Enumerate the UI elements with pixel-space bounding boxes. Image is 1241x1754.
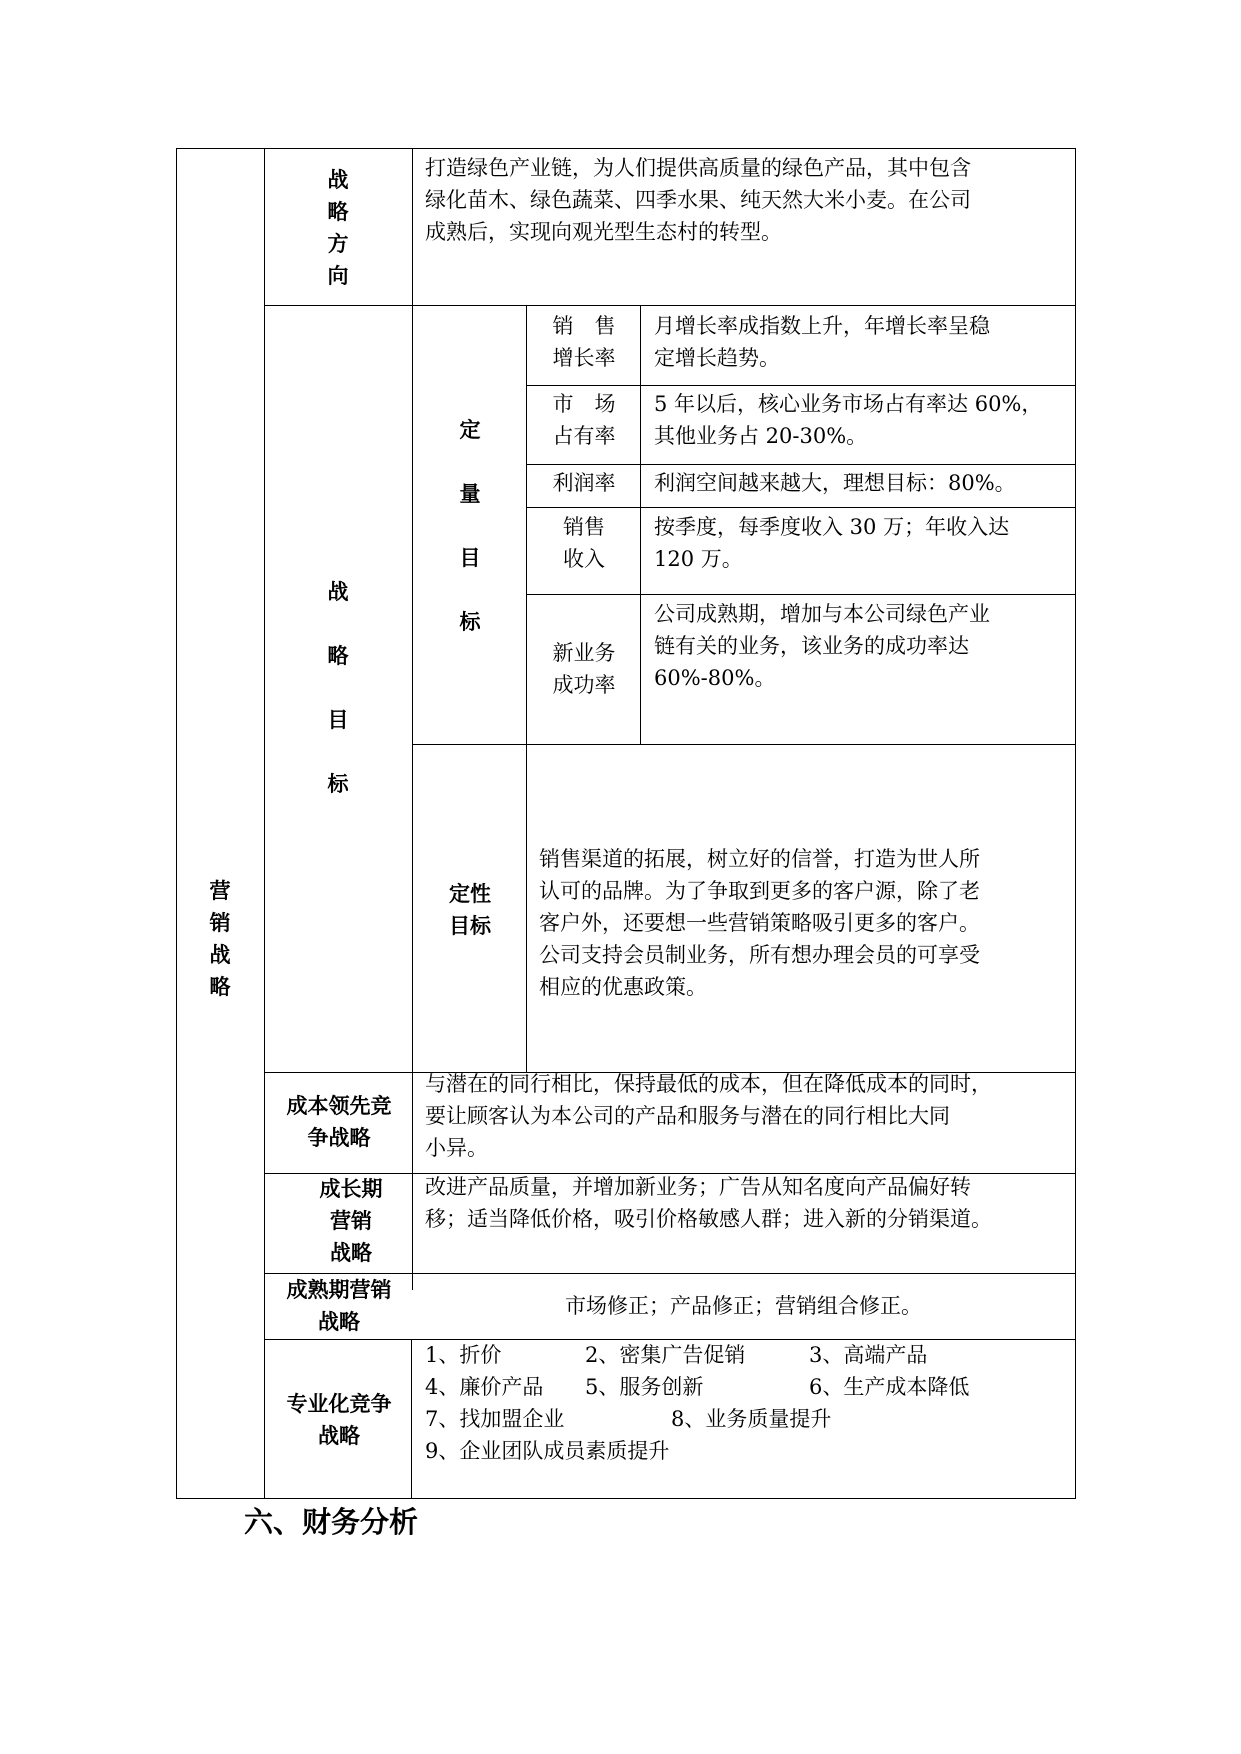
sales-revenue-text: 按季度，每季度收入 30 万；年收入达 120 万。 bbox=[654, 515, 1010, 571]
cost-leadership-text: 与潜在的同行相比，保持最低的成本，但在降低成本的同时， 要让顾客认为本公司的产品和服务与潜在的同行相比大同 小异。 bbox=[425, 1072, 992, 1160]
grid-line bbox=[526, 594, 1076, 595]
grid-line bbox=[526, 305, 527, 1072]
grid-line bbox=[264, 305, 1076, 306]
market-share-label: 市 场 占有率 bbox=[552, 392, 616, 448]
profit-rate-text: 利润空间越来越大，理想目标：80%。 bbox=[654, 471, 1016, 495]
section-heading: 六、财务分析 bbox=[244, 1505, 419, 1539]
grid-line bbox=[640, 305, 641, 744]
qualitative-goals-label: 定性 目标 bbox=[449, 882, 491, 938]
list-item: 4、廉价产品 bbox=[425, 1375, 544, 1399]
grid-line bbox=[1075, 148, 1076, 1499]
list-item: 1、折价 bbox=[425, 1343, 502, 1367]
grid-line bbox=[176, 148, 177, 1499]
list-item: 7、找加盟企业 bbox=[425, 1407, 565, 1431]
grid-line bbox=[176, 1498, 1076, 1499]
sales-revenue-label: 销售 收入 bbox=[563, 515, 605, 571]
specialized-competition-label: 专业化竞争 战略 bbox=[286, 1392, 392, 1448]
profit-rate-label: 利润率 bbox=[552, 471, 616, 495]
list-item: 6、生产成本降低 bbox=[809, 1375, 970, 1399]
grid-line bbox=[526, 464, 1076, 465]
grid-line bbox=[264, 148, 265, 1499]
list-item: 5、服务创新 bbox=[585, 1375, 704, 1399]
sales-growth-label: 销 售 增长率 bbox=[552, 314, 616, 370]
sales-growth-text: 月增长率成指数上升，年增长率呈稳 定增长趋势。 bbox=[654, 314, 990, 370]
list-item: 2、密集广告促销 bbox=[585, 1343, 746, 1367]
list-item: 3、高端产品 bbox=[809, 1343, 928, 1367]
strategic-direction-text: 打造绿色产业链，为人们提供高质量的绿色产品，其中包含 绿化苗木、绿色蔬菜、四季水果、纯天然大米小麦。在公司 成熟后，实现向观光型生态村的转型。 bbox=[425, 156, 971, 244]
strategic-direction-label: 战 略 方 向 bbox=[327, 168, 349, 288]
cost-leadership-label: 成本领先竞 争战略 bbox=[286, 1094, 392, 1150]
list-item: 8、业务质量提升 bbox=[671, 1407, 832, 1431]
qualitative-goals-text: 销售渠道的拓展，树立好的信誉，打造为世人所 认可的品牌。为了争取到更多的客户源，除了老 客户外，还要想一些营销策略吸引更多的客户。 公司支持会员制业务，所有想办理会员的可享受 相应的优惠政策。 bbox=[539, 847, 980, 999]
new-business-text: 公司成熟期，增加与本公司绿色产业 链有关的业务，该业务的成功率达 60%-80%。 bbox=[654, 602, 990, 690]
mature-stage-text: 市场修正；产品修正；营销组合修正。 bbox=[565, 1294, 922, 1318]
new-business-label: 新业务 成功率 bbox=[552, 641, 616, 697]
grid-line bbox=[526, 385, 1076, 386]
quantitative-goals-label: 定 量 目 标 bbox=[459, 418, 481, 634]
grid-line bbox=[526, 507, 1076, 508]
growth-stage-text: 改进产品质量，并增加新业务；广告从知名度向产品偏好转 移；适当降低价格，吸引价格敏感人群；进入新的分销渠道。 bbox=[425, 1175, 992, 1231]
market-share-text: 5 年以后，核心业务市场占有率达 60%， 其他业务占 20-30%。 bbox=[654, 392, 1043, 448]
list-item: 9、企业团队成员素质提升 bbox=[425, 1439, 670, 1463]
strategic-goals-label: 战 略 目 标 bbox=[327, 580, 349, 796]
grid-line bbox=[412, 148, 413, 1290]
grid-line bbox=[176, 148, 1076, 149]
growth-stage-label: 成长期 营销 战略 bbox=[319, 1177, 383, 1265]
marketing-strategy-label: 营 销 战 略 bbox=[209, 879, 231, 999]
mature-stage-label: 成熟期营销 战略 bbox=[286, 1278, 392, 1334]
grid-line bbox=[412, 744, 1076, 745]
